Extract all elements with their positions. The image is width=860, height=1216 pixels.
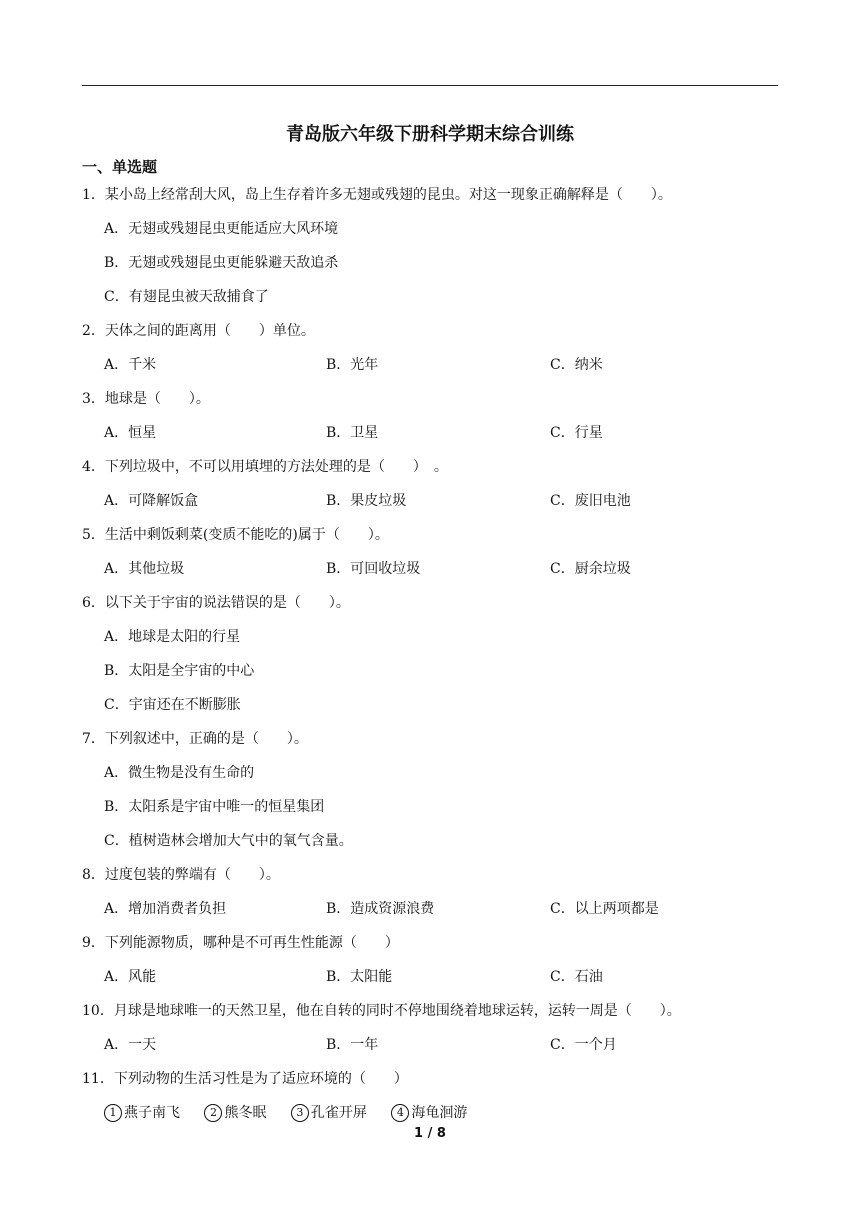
circled-item	[204, 1105, 266, 1121]
circled-number: 2	[204, 1104, 222, 1122]
option-row	[82, 490, 778, 524]
option: B．果皮垃圾	[326, 493, 407, 509]
item-text: 海龟洄游	[411, 1105, 468, 1121]
circled-number: 4	[391, 1104, 409, 1122]
circled-item	[291, 1105, 367, 1121]
question-stem: 4．下列垃圾中，不可以用填埋的方法处理的是（ ） 。	[82, 459, 448, 475]
option: C．纳米	[550, 357, 603, 373]
question-stem: 5．生活中剩饭剩菜(变质不能吃的)属于（ ）。	[82, 527, 389, 543]
page-number: 1 / 8	[414, 1126, 446, 1141]
option-row	[82, 966, 778, 1000]
circled-number: 1	[104, 1104, 122, 1122]
question-stem: 10．月球是地球唯一的天然卫星，他在自转的同时不停地围绕着地球运转，运转一周是（ ）。	[82, 1003, 681, 1019]
option: C．植树造林会增加大气中的氧气含量。	[104, 833, 353, 849]
circled-item	[391, 1105, 467, 1121]
option-row	[82, 354, 778, 388]
option: C．石油	[550, 969, 603, 985]
question-stem: 7．下列叙述中，正确的是（ ）。	[82, 731, 308, 747]
option: C．有翅昆虫被天敌捕食了	[104, 289, 269, 305]
question-list	[82, 184, 778, 1136]
option: C．一个月	[550, 1037, 617, 1053]
question-stem: 9．下列能源物质，哪种是不可再生性能源（ ）	[82, 935, 399, 951]
option: A．千米	[104, 357, 157, 373]
option: C．宇宙还在不断膨胀	[104, 697, 241, 713]
option-row	[82, 1034, 778, 1068]
option: A．地球是太阳的行星	[104, 629, 241, 645]
option: A．增加消费者负担	[104, 901, 227, 917]
option: B．太阳是全宇宙的中心	[104, 663, 255, 679]
header-rule	[82, 85, 778, 86]
option: B．造成资源浪费	[326, 901, 435, 917]
option: B．光年	[326, 357, 379, 373]
item-text: 燕子南飞	[124, 1105, 180, 1121]
option: C．行星	[550, 425, 603, 441]
item-text: 熊冬眠	[224, 1105, 267, 1121]
option: B．太阳系是宇宙中唯一的恒星集团	[104, 799, 325, 815]
item-text: 孔雀开屏	[310, 1105, 367, 1121]
option: A．可降解饭盒	[104, 493, 199, 509]
page-title: 青岛版六年级下册科学期末综合训练	[286, 124, 574, 145]
section-heading: 一、单选题	[82, 158, 158, 176]
question-stem: 8．过度包装的弊端有（ ）。	[82, 867, 280, 883]
option: B．无翅或残翅昆虫更能躲避天敌追杀	[104, 255, 339, 271]
question-stem: 6．以下关于宇宙的说法错误的是（ ）。	[82, 595, 350, 611]
option: B．卫星	[326, 425, 379, 441]
option: A．恒星	[104, 425, 157, 441]
circled-number: 3	[291, 1104, 309, 1122]
circled-item	[104, 1105, 180, 1121]
question-stem: 2．天体之间的距离用（ ）单位。	[82, 323, 315, 339]
option: B．太阳能	[326, 969, 393, 985]
option-row	[82, 422, 778, 456]
question-stem: 11．下列动物的生活习性是为了适应环境的（ ）	[82, 1071, 408, 1087]
option-row	[82, 898, 778, 932]
option: A．一天	[104, 1037, 157, 1053]
option: A．其他垃圾	[104, 561, 185, 577]
option: A．无翅或残翅昆虫更能适应大风环境	[104, 221, 339, 237]
option: B．可回收垃圾	[326, 561, 421, 577]
option: C．厨余垃圾	[550, 561, 631, 577]
option-row	[82, 558, 778, 592]
option: A．微生物是没有生命的	[104, 765, 255, 781]
question-stem: 1．某小岛上经常刮大风，岛上生存着许多无翅或残翅的昆虫。对这一现象正确解释是（ ）。	[82, 187, 672, 203]
question-stem: 3．地球是（ ）。	[82, 391, 210, 407]
option: B．一年	[326, 1037, 379, 1053]
option: A．风能	[104, 969, 157, 985]
option: C．废旧电池	[550, 493, 631, 509]
option: C．以上两项都是	[550, 901, 659, 917]
